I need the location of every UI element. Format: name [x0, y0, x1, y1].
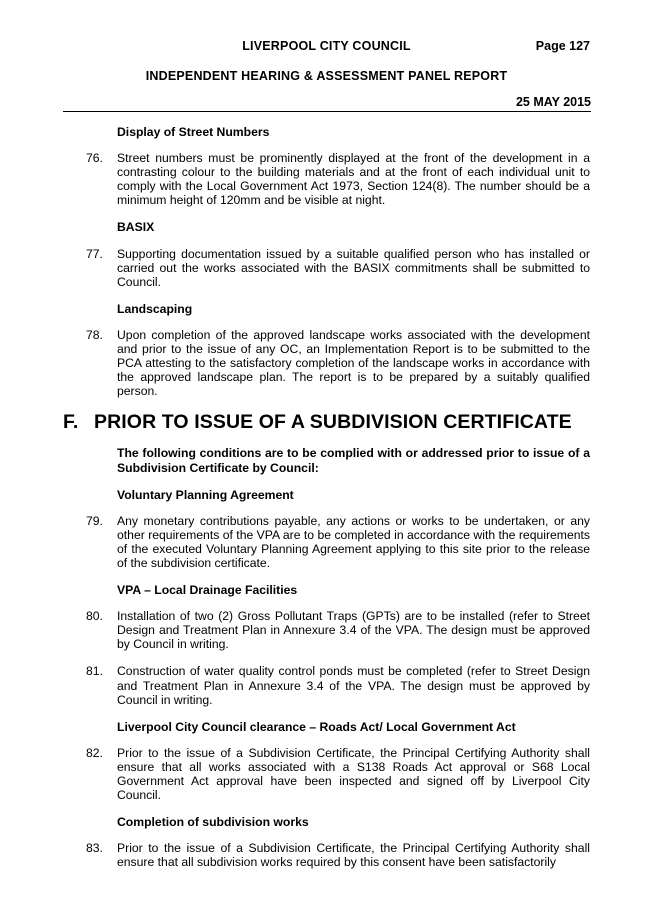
condition-text: Installation of two (2) Gross Pollutant Traps (GPTs) are to be installed (refer to Street Design and Treatment Plan in Annexure 3.4 of the VPA. The design must be approved by Council in writing.	[117, 609, 590, 652]
condition-number: 77.	[86, 246, 103, 261]
condition-number: 78.	[86, 327, 103, 342]
condition-77	[86, 247, 590, 289]
header-organisation: LIVERPOOL CITY COUNCIL	[242, 39, 411, 53]
condition-text: Supporting documentation issued by a suitable qualified person who has installed or carried out the works associated with the BASIX commitments shall be submitted to Council.	[117, 246, 590, 289]
condition-number: 83.	[86, 841, 103, 856]
subheading-drainage: VPA – Local Drainage Facilities	[117, 583, 298, 598]
condition-text: Construction of water quality control ponds must be completed (refer to Street Design and Treatment Plan in Annexure 3.4 of the VPA. The design must be approved by Council in writing.	[117, 664, 590, 707]
section-intro: The following conditions are to be complied with or addressed prior to issue of a Subdivision Certificate by Council:	[117, 446, 590, 475]
section-title: PRIOR TO ISSUE OF A SUBDIVISION CERTIFICATE	[94, 411, 572, 434]
report-title: INDEPENDENT HEARING & ASSESSMENT PANEL REPORT	[145, 69, 508, 83]
condition-text: Prior to the issue of a Subdivision Certificate, the Principal Certifying Authority shall ensure that all works associated with a S138 Roads Act approval or S68 Local Government Act approval have been inspected and signed off by Liverpool City Council.	[117, 745, 590, 803]
condition-text: Street numbers must be prominently displayed at the front of the development in a contrasting colour to the building materials and at the front of each individual unit to comply with the Local Government Act 1973, Section 124(8). The number should be a minimum height of 120mm and be visible at night.	[117, 151, 590, 208]
condition-81	[86, 664, 590, 706]
condition-number: 79.	[86, 513, 103, 528]
subheading-street-numbers: Display of Street Numbers	[117, 125, 270, 139]
subheading-completion: Completion of subdivision works	[117, 815, 309, 830]
section-letter: F.	[63, 411, 79, 434]
section-heading-f	[63, 411, 590, 433]
subheading-council-clearance: Liverpool City Council clearance – Roads Act/ Local Government Act	[117, 719, 516, 734]
condition-text: Upon completion of the approved landscape works associated with the development and prior to the issue of any OC, an Implementation Report is to be submitted to the PCA attesting to the satisfactory completion of the landscape works in accordance with the approved landscape plan. The report is to be prepared by a suitably qualified person.	[117, 327, 590, 399]
condition-text: Any monetary contributions payable, any actions or works to be undertaken, or any other requirements of the VPA are to be completed in accordance with the requirements of the executed Voluntary Planning Agreement applying to this site prior to the release of the subdivision certificate.	[117, 513, 590, 570]
condition-number: 80.	[86, 609, 103, 624]
condition-number: 76.	[86, 151, 103, 166]
condition-76	[86, 151, 590, 207]
condition-83	[86, 841, 590, 869]
condition-number: 82.	[86, 745, 103, 760]
subheading-landscaping: Landscaping	[117, 301, 193, 316]
page-number: Page 127	[535, 39, 590, 53]
subheading-basix: BASIX	[117, 220, 155, 235]
report-date: 25 MAY 2015	[515, 95, 591, 109]
subheading-vpa: Voluntary Planning Agreement	[117, 487, 294, 502]
condition-78	[86, 328, 590, 398]
condition-82	[86, 746, 590, 802]
document-body	[63, 125, 590, 882]
condition-number: 81.	[86, 664, 103, 679]
condition-80	[86, 609, 590, 651]
header-divider	[63, 111, 591, 112]
condition-text: Prior to the issue of a Subdivision Certificate, the Principal Certifying Authority shall ensure that all subdivision works required by this consent have been satisfactorily	[117, 841, 590, 870]
condition-79	[86, 514, 590, 570]
